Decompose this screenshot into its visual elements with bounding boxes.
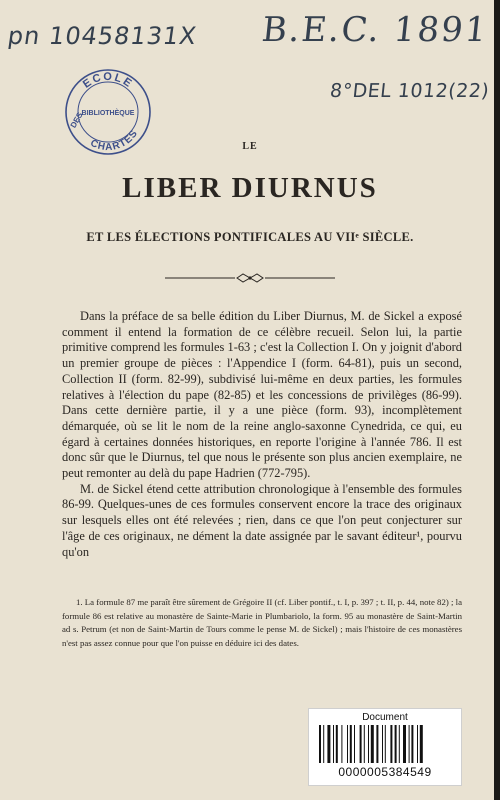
barcode-bar <box>390 725 392 763</box>
barcode-bar <box>354 725 355 763</box>
barcode-bar <box>333 725 334 763</box>
barcode-bar <box>327 725 330 763</box>
barcode-bar <box>399 725 400 763</box>
barcode-bar <box>403 725 406 763</box>
handwritten-collection-mark: B.E.C. 1891 <box>259 10 491 50</box>
stamp-top-text: ECOLE <box>80 70 136 91</box>
barcode-title: Document <box>362 712 408 723</box>
handwritten-shelf-mark: 8°DEL 1012(22) <box>328 80 491 102</box>
stamp-middle-text: BIBLIOTHÈQUE <box>81 110 135 117</box>
barcode-bar <box>411 725 413 763</box>
page-edge-shadow <box>494 0 500 800</box>
title-article: LE <box>242 141 258 152</box>
barcode-bar <box>336 725 338 763</box>
footnote <box>62 596 462 650</box>
stamp-bottom-text: CHARTES <box>88 127 141 154</box>
barcode-bar <box>341 725 342 763</box>
body-text <box>62 309 462 560</box>
barcode-bar <box>360 725 362 763</box>
barcode-bar <box>382 725 383 763</box>
handwritten-call-number: pn 10458131X <box>6 22 199 50</box>
barcode-label <box>308 708 462 786</box>
barcode-bars <box>319 725 451 763</box>
barcode-bar <box>371 725 374 763</box>
barcode-bar <box>395 725 397 763</box>
ornament-divider <box>165 271 335 285</box>
stamp-left-text: DES <box>68 110 85 130</box>
barcode-bar <box>409 725 410 763</box>
barcode-bar <box>385 725 386 763</box>
barcode-bar <box>376 725 378 763</box>
barcode-bar <box>350 725 352 763</box>
barcode-bar <box>347 725 348 763</box>
barcode-bar <box>420 725 423 763</box>
barcode-number: 0000005384549 <box>338 765 432 779</box>
barcode-bar <box>319 725 321 763</box>
barcode-bar <box>364 725 365 763</box>
barcode-bar <box>417 725 418 763</box>
footnote-text: 1. La formule 87 me paraît être sûrement de Grégoire II (cf. Liber pontif., t. I, p. 397 ; t. II, p. 44, note 82) ; la formule 86 est relative au monastère de Sainte-Marie in Plumbariolo, la form. 95 au monastère de Saint-Martin ad s. Petrum (et non de Saint-Martin de Tours comme le pense M. de Sickel) ; mais l'histoire de ces monastères n'est pas assez connue pour que l'on puisse en déduire ici des dates. <box>62 597 462 648</box>
paragraph-2: M. de Sickel étend cette attribution chronologique à l'ensemble des formules 86-99. Quelques-unes de ces formules conservent encore la trace des originaux sur lesquels elles ont été relevées ; rien, dans ce que l'on peut conjecturer sur l'âge de ces originaux, ne dément la date assignée par le savant éditeur¹, pourvu qu'on <box>62 481 462 559</box>
page-title: LIBER DIURNUS <box>122 172 378 204</box>
barcode-bar <box>323 725 324 763</box>
page-subtitle: ET LES ÉLECTIONS PONTIFICALES AU VIIᵉ SIÈCLE. <box>86 230 414 244</box>
barcode-bar <box>368 725 369 763</box>
paragraph-1: Dans la préface de sa belle édition du Liber Diurnus, M. de Sickel a exposé comment il entend la formation de ce célèbre recueil. Selon lui, la partie primitive comprend les formules 1-63 ; c'est la Collection I. On y joignit d'abord un premier groupe de pièces : l'Appendice I (form. 64-81), puis un second, Collection II (form. 82-99), subdivisé lui-même en deux parties, les formules relatives à l'élection du pape (82-85) et les concessions de privilèges (86-99). Dans cette dernière partie, il y a une pièce (form. 93), incomplètement démarquée, où se lit le nom de la reine anglo-saxonne Cynedrida, ce qui, eu égard à certaines données historiques, en reporte l'origine à l'année 786. Il est donc sûr que le Diurnus, tel que nous le présente son plus ancien exemplaire, ne peut remonter au delà du pape Hadrien (772-795). <box>62 309 462 481</box>
